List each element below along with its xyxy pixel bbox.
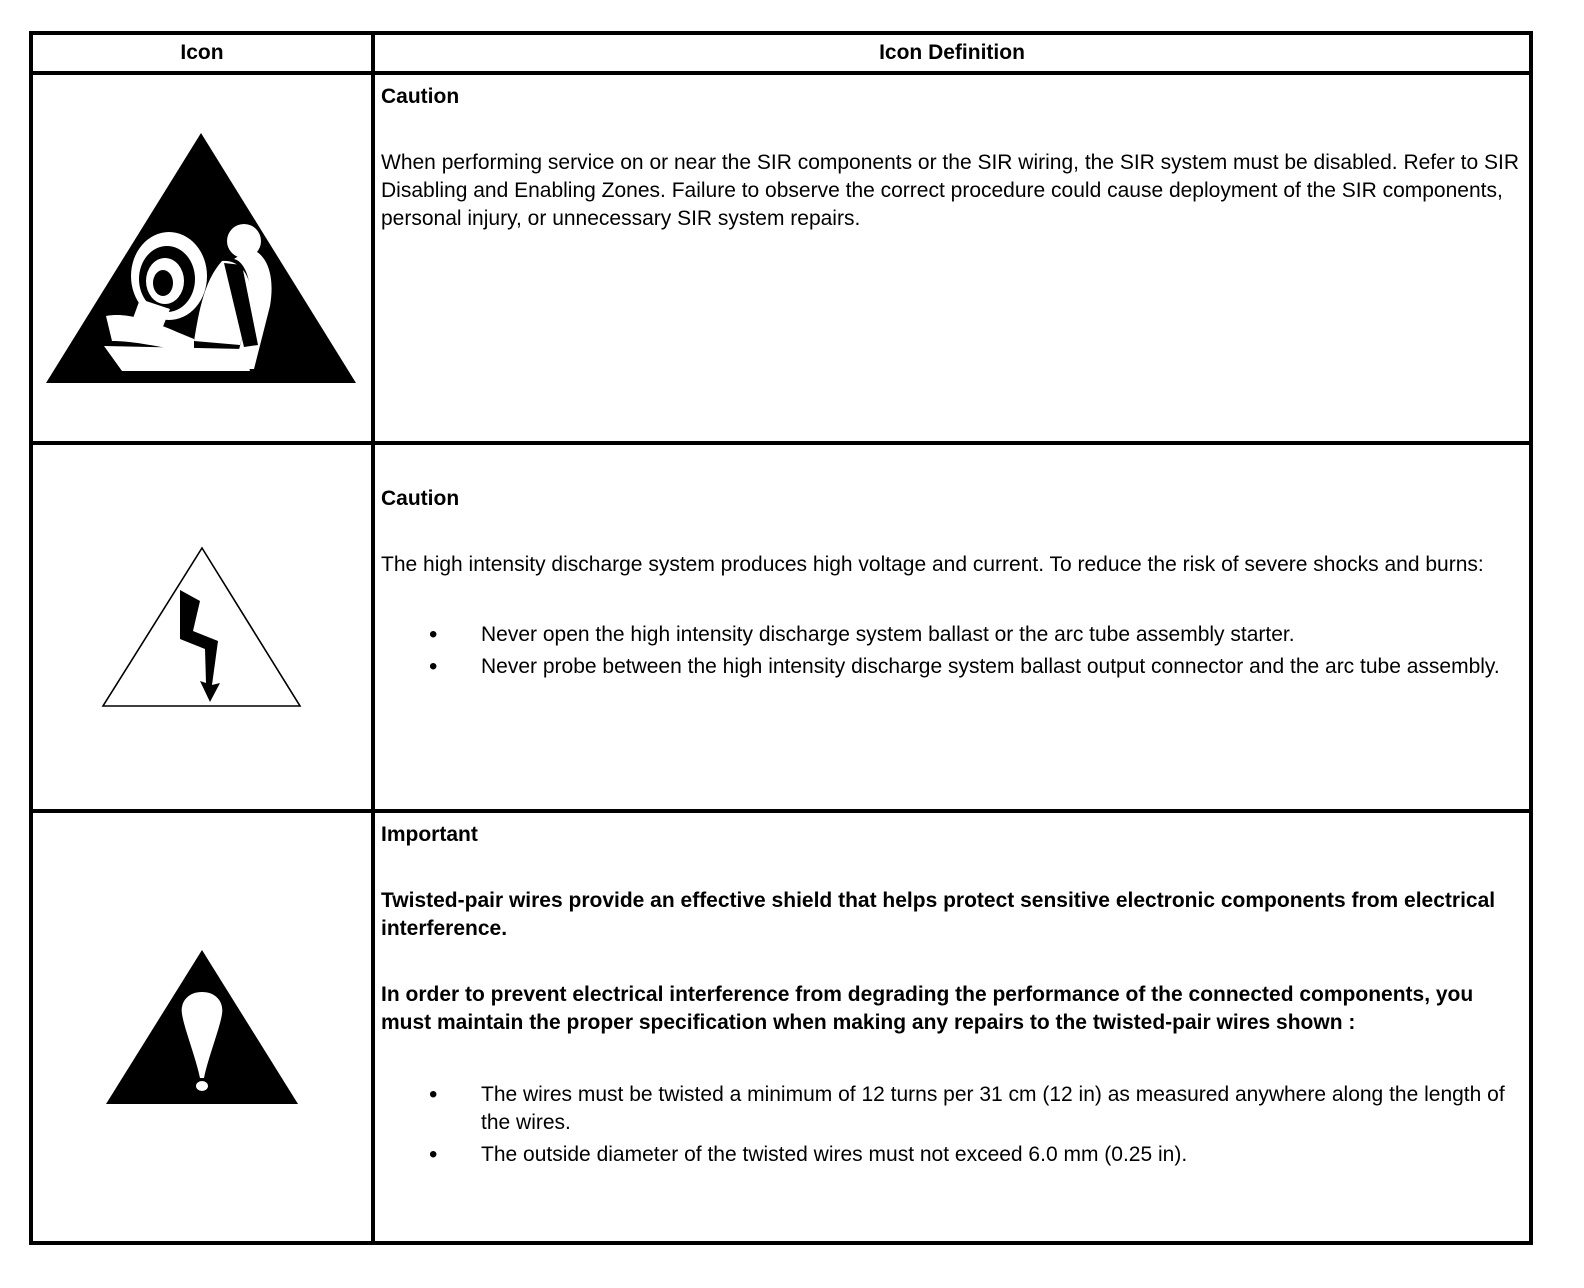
high-voltage-warning-icon <box>100 545 304 709</box>
table-row <box>31 73 1531 443</box>
list-item: • Never open the high intensity discharge system ballast or the arc tube assembly starter. <box>481 621 1521 649</box>
table-header-row <box>31 33 1531 73</box>
icon-cell <box>31 73 373 443</box>
header-icon-definition: Icon Definition <box>373 33 1531 73</box>
icon-definition-table <box>29 31 1533 1245</box>
definition-heading: Caution <box>381 487 460 510</box>
list-item: • The wires must be twisted a minimum of 12 turns per 31 cm (12 in) as measured anywhere along the length of the wires. <box>481 1081 1521 1137</box>
icon-cell <box>31 443 373 811</box>
header-icon: Icon <box>31 33 373 73</box>
bullet-list <box>381 1081 1521 1169</box>
definition-cell <box>373 443 1531 811</box>
list-item: • Never probe between the high intensity discharge system ballast output connector and the arc tube assembly. <box>481 653 1521 681</box>
definition-paragraph: In order to prevent electrical interference from degrading the performance of the connected components, you must maintain the proper specification when making any repairs to the twisted-pair wires shown : <box>381 983 1474 1034</box>
icon-cell <box>31 811 373 1243</box>
exclamation-warning-icon <box>104 948 300 1106</box>
table-row <box>31 811 1531 1243</box>
definition-heading: Caution <box>381 85 460 108</box>
definition-paragraph: Twisted-pair wires provide an effective shield that helps protect sensitive electronic components from electrical interference. <box>381 889 1496 940</box>
definition-cell <box>373 73 1531 443</box>
bullet-list <box>381 621 1521 681</box>
definition-paragraph: When performing service on or near the SIR components or the SIR wiring, the SIR system must be disabled. Refer to SIR Disabling and Enabling Zones. Failure to observe the correct procedure could cause deployment of the SIR components, personal injury, or unnecessary SIR system repairs. <box>381 151 1519 230</box>
definition-heading: Important <box>381 823 478 846</box>
list-item: • The outside diameter of the twisted wires must not exceed 6.0 mm (0.25 in). <box>481 1141 1521 1169</box>
table-row <box>31 443 1531 811</box>
definition-paragraph: The high intensity discharge system produces high voltage and current. To reduce the risk of severe shocks and burns: <box>381 553 1484 576</box>
airbag-sir-warning-icon <box>44 131 360 385</box>
definition-cell <box>373 811 1531 1243</box>
